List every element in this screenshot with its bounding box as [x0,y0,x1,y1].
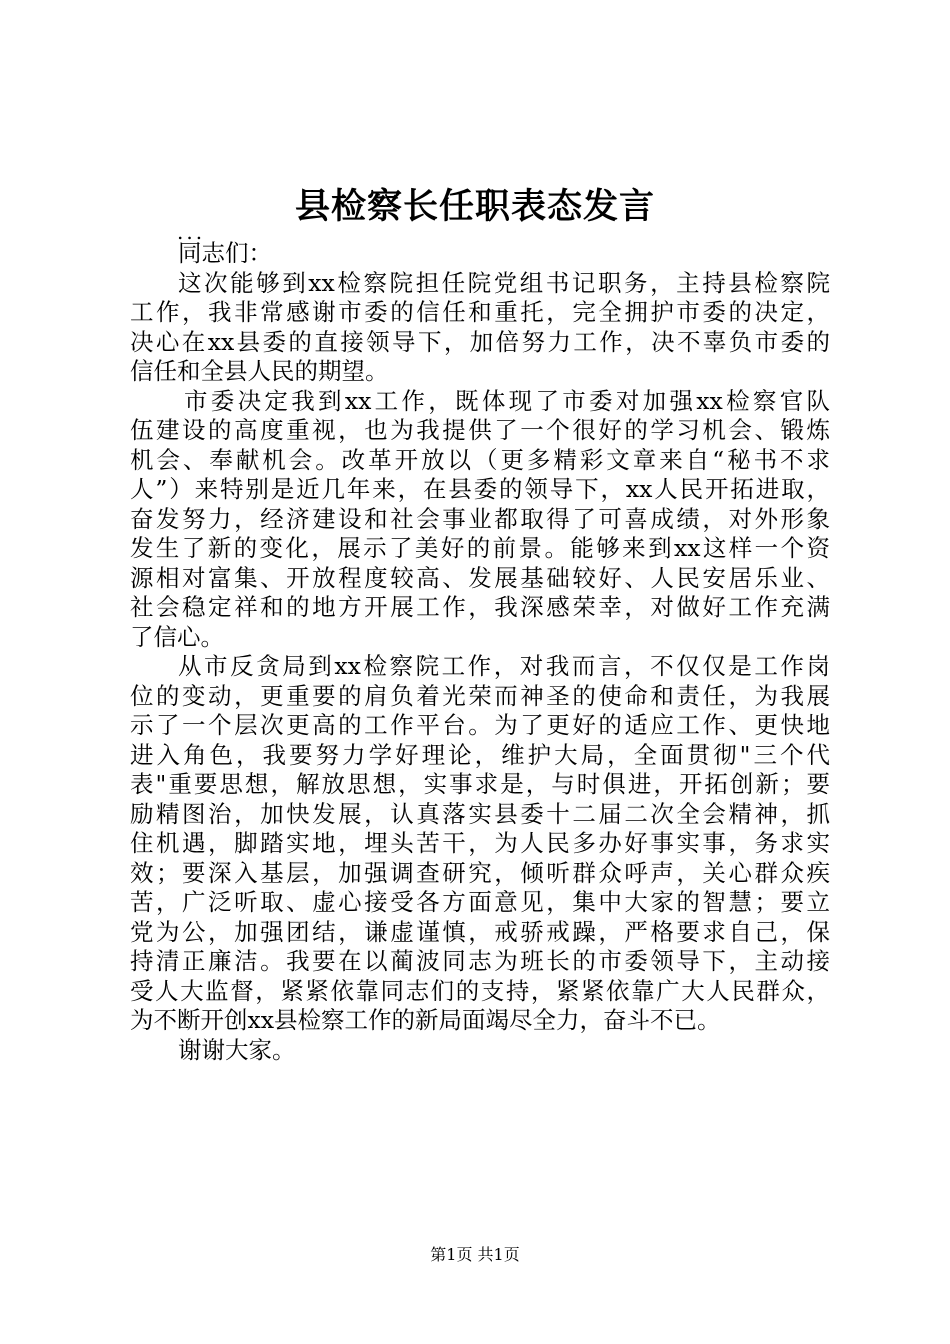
paragraph-line: 示了一个层次更高的工作平台。为了更好的适应工作、更快地 [130,711,830,739]
paragraph-line: 工作，我非常感谢市委的信任和重托，完全拥护市委的决定， [130,298,830,326]
paragraph-line: 进入角色，我要努力学好理论，维护大局，全面贯彻"三个代 [130,740,830,769]
document-title: 县检察长任职表态发言 [294,186,655,227]
paragraph-line: 苦，广泛听取、虚心接受各方面意见，集中大家的智慧；要立 [130,888,830,916]
paragraph-line: 持清正廉洁。我要在以蔺波同志为班长的市委领导下，主动接 [130,947,830,975]
closing-line: 谢谢大家。 [178,1035,296,1064]
document-body [130,239,830,1065]
paragraph-line: 发生了新的变化，展示了美好的前景。能够来到xx这样一个资 [130,534,830,562]
page-number: 第1页 共1页 [430,1245,520,1264]
paragraph-line: 励精图治，加快发展，认真落实县委十二届二次全会精神，抓 [130,799,830,828]
paragraph-line: 为不断开创xx县检察工作的新局面竭尽全力，奋斗不已。 [130,1006,721,1034]
paragraph-line: 表"重要思想，解放思想，实事求是，与时俱进，开拓创新；要 [130,770,830,798]
paragraph-3 [130,652,830,1036]
paragraph-line: 位的变动，更重要的肩负着光荣而神圣的使命和责任，为我展 [130,681,830,710]
paragraph-line: 社会稳定祥和的地方开展工作，我深感荣幸，对做好工作充满 [130,593,830,621]
ellipsis-mark: ... [177,220,206,244]
paragraph-line: 市委决定我到xx工作，既体现了市委对加强xx检察官队 [184,386,830,415]
paragraph-line: 这次能够到xx检察院担任院党组书记职务，主持县检察院 [178,268,830,297]
paragraph-line: 住机遇，脚踏实地，埋头苦干，为人民多办好事实事，务求实 [130,829,830,857]
paragraph-line: 决心在xx县委的直接领导下，加倍努力工作，决不辜负市委的 [130,327,830,356]
paragraph-line: 奋发努力，经济建设和社会事业都取得了可喜成绩，对外形象 [130,504,830,533]
paragraph-line: 伍建设的高度重视，也为我提供了一个很好的学习机会、锻炼 [130,416,830,444]
paragraph-line: 从市反贪局到xx检察院工作，对我而言，不仅仅是工作岗 [178,652,830,680]
paragraph-line: 受人大监督，紧紧依靠同志们的支持，紧紧依靠广大人民群众， [130,976,830,1005]
paragraph-line: 信任和全县人民的期望。 [130,357,389,385]
paragraph-line: 源相对富集、开放程度较高、发展基础较好、人民安居乐业、 [130,563,830,592]
paragraph-2 [130,387,830,653]
paragraph-1 [130,269,830,387]
paragraph-line: 效；要深入基层，加强调查研究，倾听群众呼声，关心群众疾 [130,858,830,887]
paragraph-line: 了信心。 [130,622,224,651]
paragraph-line: 人”）来特别是近几年来，在县委的领导下，xx人民开拓进取， [130,475,830,503]
paragraph-line: 党为公，加强团结，谦虚谨慎，戒骄戒躁，严格要求自己，保 [130,917,830,946]
paragraph-line: 机会、奉献机会。改革开放以（更多精彩文章来自“秘书不求 [130,445,830,474]
salutation: 同志们： [178,239,272,267]
